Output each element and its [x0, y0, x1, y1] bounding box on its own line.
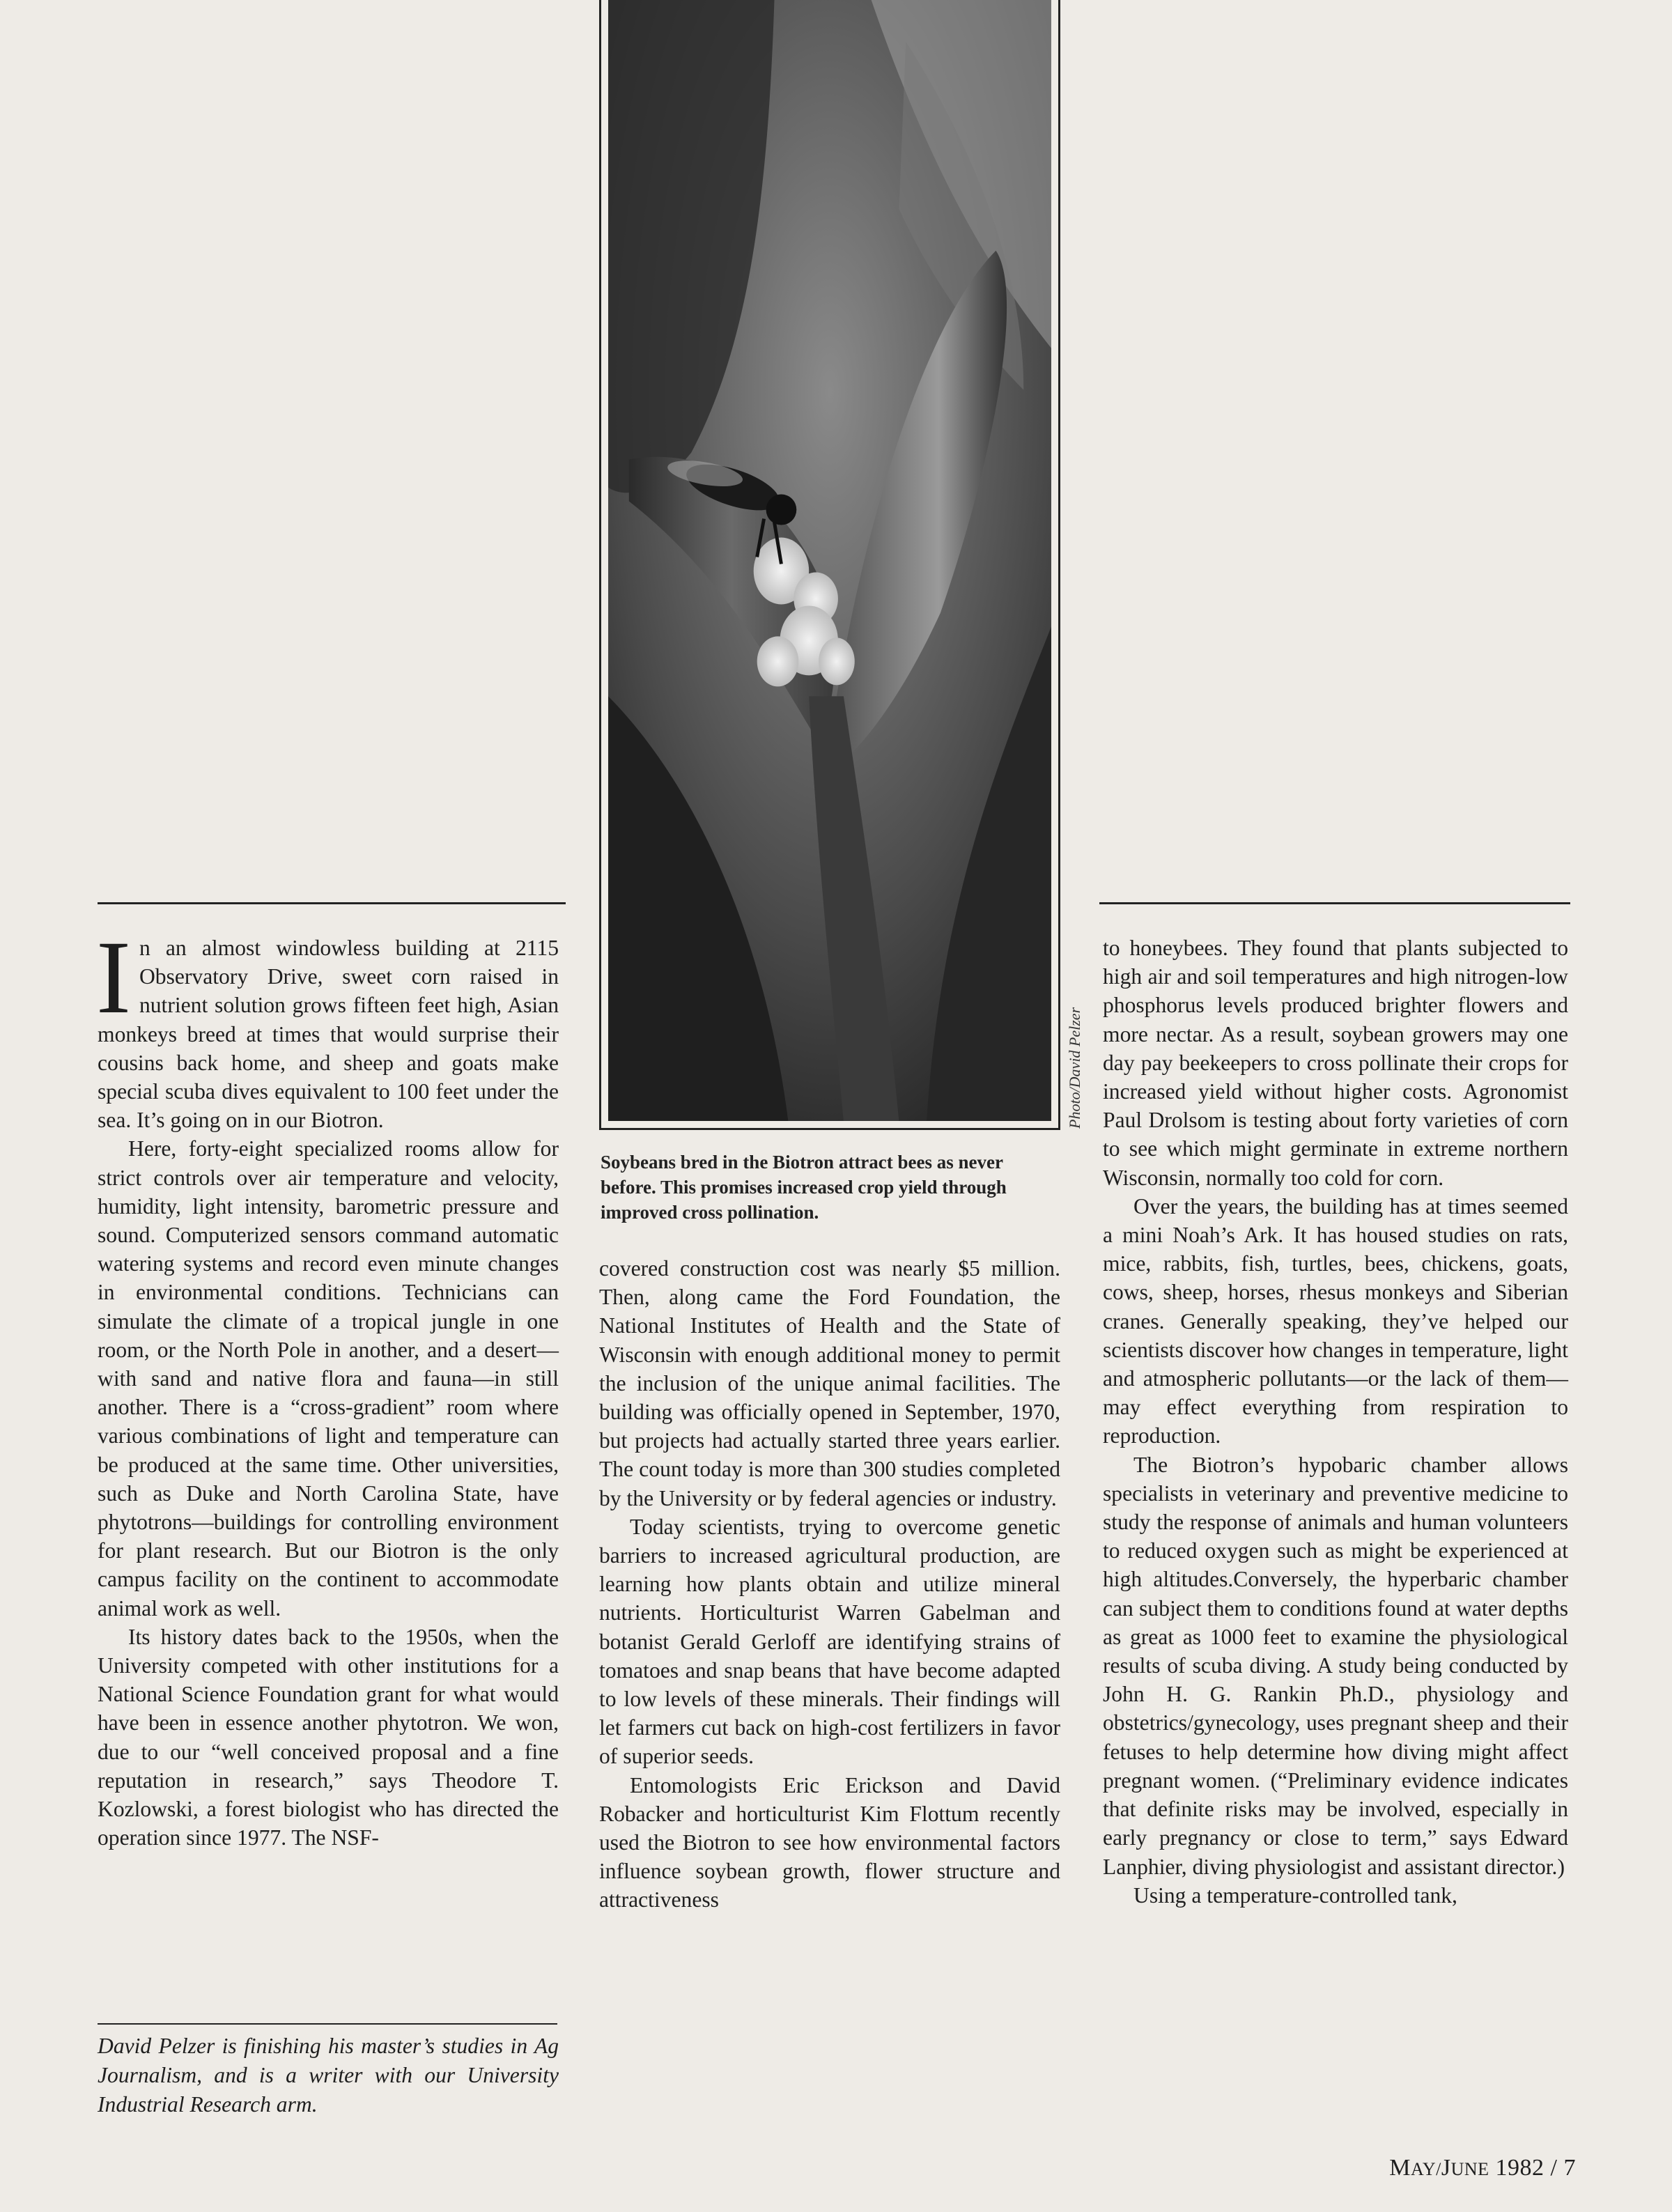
column-rule-right	[1099, 902, 1570, 904]
article-paragraph: Its history dates back to the 1950s, when the University competed with other institutions for a National Science Foundation grant for what would have been in essence another phytotron. We won, due to our “well conceived proposal and a fine reputation in research,” says Theodore T. Kozlowski, a forest biologist who has directed the operation since 1977. The NSF-	[98, 1624, 559, 1850]
article-paragraph: Over the years, the building has at times seemed a mini Noah’s Ark. It has housed studies on rats, mice, rabbits, fish, turtles, bees, chickens, goats, cows, sheep, horses, rhesus monkeys and Siberian cranes. Generally speaking, they’ve helped our scientists discover how changes in temperature, light and atmospheric pollutants—or the lack of them—may effect everything from respiration to reproduction.	[1103, 1193, 1568, 1448]
article-paragraph: Today scientists, trying to overcome genetic barriers to increased agricultural production, are learning how plants obtain and utilize mineral nutrients. Horticulturist Warren Gabelman and botanist Gerald Gerloff are identifying strains of tomatoes and snap beans that have become adapted to low levels of these minerals. Their findings will let farmers cut back on high-cost fertilizers in favor of superior seeds.	[599, 1514, 1060, 1769]
article-column-2	[599, 1254, 1060, 1915]
article-paragraph: Here, forty-eight specialized rooms allow for strict controls over air temperature and velocity, humidity, light intensity, barometric pressure and sound. Computerized sensors command automatic watering systems and record even minute changes in environmental conditions. Technicians can simulate the climate of a tropical jungle in one room, or the North Pole in another, and a desert—with sand and native flora and fauna—in still another. There is a “cross-gradient” room where various combinations of light and temperature can be produced at the same time. Other universities, such as Duke and North Carolina State, have phytotrons—buildings for controlling environment for plant research. But our Biotron is the only campus facility on the continent to accommodate animal work as well.	[98, 1136, 559, 1621]
soybean-bee-photo	[608, 0, 1051, 1121]
article-paragraph: The Biotron’s hypobaric chamber allows specialists in veterinary and preventive medicine to study the response of animals and human volunteers to reduced oxygen such as might be experienced at high altitudes.Conversely, the hyperbaric chamber can subject them to conditions found at water depths as great as 1000 feet to examine the physiological results of scuba diving. A study being conducted by John H. G. Rankin Ph.D., physiology and obstetrics/gynecology, uses pregnant sheep and their fetuses to help determine how diving might affect pregnant women. (“Preliminary evidence indicates that definite risks may be involved, especially in early pregnancy or close to term,” says Edward Lanphier, diving physiologist and assistant director.)	[1103, 1452, 1568, 1879]
article-paragraph: Entomologists Eric Erickson and David Robacker and horticulturist Kim Flottum recently used the Biotron to see how environmental factors influence soybean growth, flower structure and attractiveness	[599, 1772, 1060, 1912]
page-folio: MAY/JUNE 1982 / 7	[1389, 2155, 1576, 2181]
photo-credit: Photo/David Pelzer	[1066, 1007, 1083, 1129]
photo-caption: Soybeans bred in the Biotron attract bees as never before. This promises increased crop yield through improved cross pollination.	[601, 1152, 1007, 1223]
column-rule-left	[98, 902, 566, 904]
article-paragraph: covered construction cost was nearly $5 million. Then, along came the Ford Foundation, the National Institutes of Health and the State of Wisconsin with enough additional money to permit the inclusion of the unique animal facilities. The building was officially opened in September, 1970, but projects had actually started three years earlier. The count today is more than 300 studies completed by the University or by federal agencies or industry.	[599, 1256, 1060, 1510]
drop-cap: I	[96, 920, 131, 1035]
photo-frame	[599, 0, 1060, 1130]
bio-divider	[98, 2023, 557, 2025]
article-column-3	[1103, 934, 1568, 1910]
article-column-1	[96, 920, 559, 1853]
author-bio: David Pelzer is finishing his master’s studies in Ag Journalism, and is a writer with our University Industrial Research arm.	[98, 2034, 559, 2117]
article-paragraph: In an almost windowless building at 2115 Observatory Drive, sweet corn raised in nutrient solution grows fifteen feet high, Asian monkeys breed at times that would surprise their cousins back home, and sheep and goats make special scuba dives equivalent to 100 feet under the sea. It’s going on in our Biotron.	[96, 920, 559, 1133]
article-paragraph: Using a temperature-controlled tank,	[1133, 1882, 1457, 1908]
article-paragraph: to honeybees. They found that plants subjected to high air and soil temperatures and high nitrogen-low phosphorus levels produced brighter flowers and more nectar. As a result, soybean growers may one day pay beekeepers to cross pollinate their crops for increased yield without higher costs. Agronomist Paul Drolsom is testing about forty varieties of corn to see which might germinate in extreme northern Wisconsin, normally too cold for corn.	[1103, 936, 1568, 1190]
